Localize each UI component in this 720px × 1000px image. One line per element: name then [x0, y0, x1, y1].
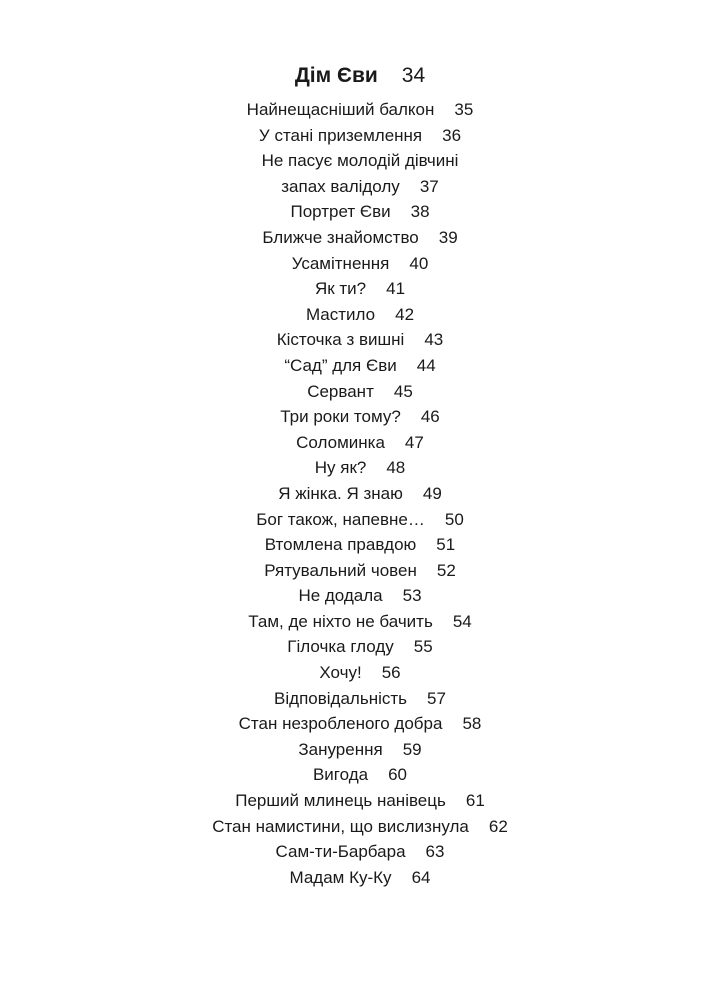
- toc-entry: [0, 814, 720, 840]
- toc-entry: [0, 737, 720, 763]
- entry-title: Рятувальний човен: [264, 560, 417, 580]
- section-title: Дім Єви: [294, 64, 378, 87]
- entry-title: Мастило: [305, 304, 376, 324]
- entry-title: Сервант: [307, 381, 374, 401]
- entry-title: Перший млинець нанівець: [235, 791, 446, 811]
- toc-entry: [0, 251, 720, 277]
- entry-title: У стані приземлення: [258, 125, 423, 145]
- toc-entry: [0, 276, 720, 302]
- entry-page-number: 40: [409, 253, 429, 273]
- toc-entry: [0, 583, 720, 609]
- entry-title: Не додала: [298, 586, 383, 606]
- entry-page-number: 61: [465, 791, 485, 811]
- entry-title: Хочу!: [319, 663, 362, 683]
- entry-page-number: 36: [442, 125, 462, 145]
- entry-title: Ну як?: [314, 458, 367, 478]
- toc-entry: [0, 148, 720, 199]
- entry-title: Ближче знайомство: [262, 227, 419, 247]
- toc-entry: [0, 609, 720, 635]
- entry-page-number: 59: [402, 739, 422, 759]
- toc-entry: [0, 788, 720, 814]
- entry-title: Втомлена правдою: [264, 535, 417, 555]
- toc-entry: [0, 660, 720, 686]
- section-page-number: 34: [401, 64, 426, 87]
- toc-entry: [0, 865, 720, 891]
- entry-page-number: 48: [386, 458, 406, 478]
- entry-title: Стан незробленого добра: [238, 714, 443, 734]
- toc-entry: [0, 379, 720, 405]
- toc-entry: [0, 686, 720, 712]
- toc-entry: [0, 404, 720, 430]
- entry-title: “Сад” для Єви: [284, 355, 397, 375]
- entry-title: Як ти?: [314, 279, 367, 299]
- entry-page-number: 52: [436, 560, 456, 580]
- toc-entry: [0, 558, 720, 584]
- entry-page-number: 47: [404, 432, 424, 452]
- entry-title: Я жінка. Я знаю: [278, 483, 403, 503]
- entry-title: запах валідолу: [281, 176, 400, 196]
- toc-entry: [0, 353, 720, 379]
- entry-title: Портрет Єви: [290, 202, 391, 222]
- entry-title: Стан намистини, що вислизнула: [212, 816, 469, 836]
- entry-title: Відповідальність: [274, 688, 408, 708]
- toc-entry: [0, 225, 720, 251]
- entry-page-number: 58: [462, 714, 482, 734]
- entry-title: Найнещасніший балкон: [246, 100, 435, 119]
- toc-entry: [0, 123, 720, 149]
- entry-page-number: 53: [402, 586, 422, 606]
- entry-title: Сам-ти-Барбара: [275, 842, 406, 862]
- entry-title-line-1: Не пасує молодій дівчині: [261, 151, 459, 171]
- entry-page-number: 56: [381, 663, 401, 683]
- entry-page-number: 51: [436, 535, 456, 555]
- toc-entry: [0, 455, 720, 481]
- toc-entry: [0, 762, 720, 788]
- entry-page-number: 55: [413, 637, 433, 657]
- toc-entry: [0, 634, 720, 660]
- toc-entry: [0, 711, 720, 737]
- entry-page-number: 64: [411, 867, 431, 887]
- toc-entry: [0, 839, 720, 865]
- entry-page-number: 49: [422, 483, 442, 503]
- entry-page-number: 60: [388, 765, 408, 785]
- entry-title: Гілочка глоду: [287, 637, 394, 657]
- toc-entry: [0, 97, 720, 123]
- table-of-contents: [0, 97, 720, 890]
- entry-page-number: 43: [424, 330, 444, 350]
- entry-page-number: 35: [454, 100, 474, 119]
- toc-entry: [0, 199, 720, 225]
- entry-title: Мадам Ку-Ку: [289, 867, 392, 887]
- entry-title: Соломинка: [296, 432, 385, 452]
- entry-page-number: 37: [419, 176, 439, 196]
- entry-title: Там, де ніхто не бачить: [248, 611, 433, 631]
- entry-page-number: 63: [425, 842, 445, 862]
- entry-page-number: 41: [386, 279, 406, 299]
- toc-entry: [0, 507, 720, 533]
- entry-page-number: 38: [410, 202, 430, 222]
- entry-title: Вигода: [312, 765, 369, 785]
- entry-page-number: 50: [444, 509, 464, 529]
- entry-page-number: 57: [427, 688, 446, 708]
- entry-page-number: 45: [393, 381, 413, 401]
- entry-page-number: 46: [420, 407, 440, 427]
- section-heading: [0, 62, 720, 90]
- entry-page-number: 42: [395, 304, 415, 324]
- entry-title: Три роки тому?: [280, 407, 401, 427]
- toc-entry: [0, 430, 720, 456]
- toc-entry: [0, 481, 720, 507]
- entry-title: Кісточка з вишні: [276, 330, 405, 350]
- toc-entry: [0, 327, 720, 353]
- toc-entry: [0, 532, 720, 558]
- entry-page-number: 62: [488, 816, 508, 836]
- entry-page-number: 54: [452, 611, 472, 631]
- entry-page-number: 39: [438, 227, 458, 247]
- toc-entry: [0, 302, 720, 328]
- entry-title: Бог також, напевне…: [256, 509, 425, 529]
- entry-title: Усамітнення: [291, 253, 390, 273]
- entry-title: Занурення: [298, 739, 383, 759]
- entry-page-number: 44: [416, 355, 436, 375]
